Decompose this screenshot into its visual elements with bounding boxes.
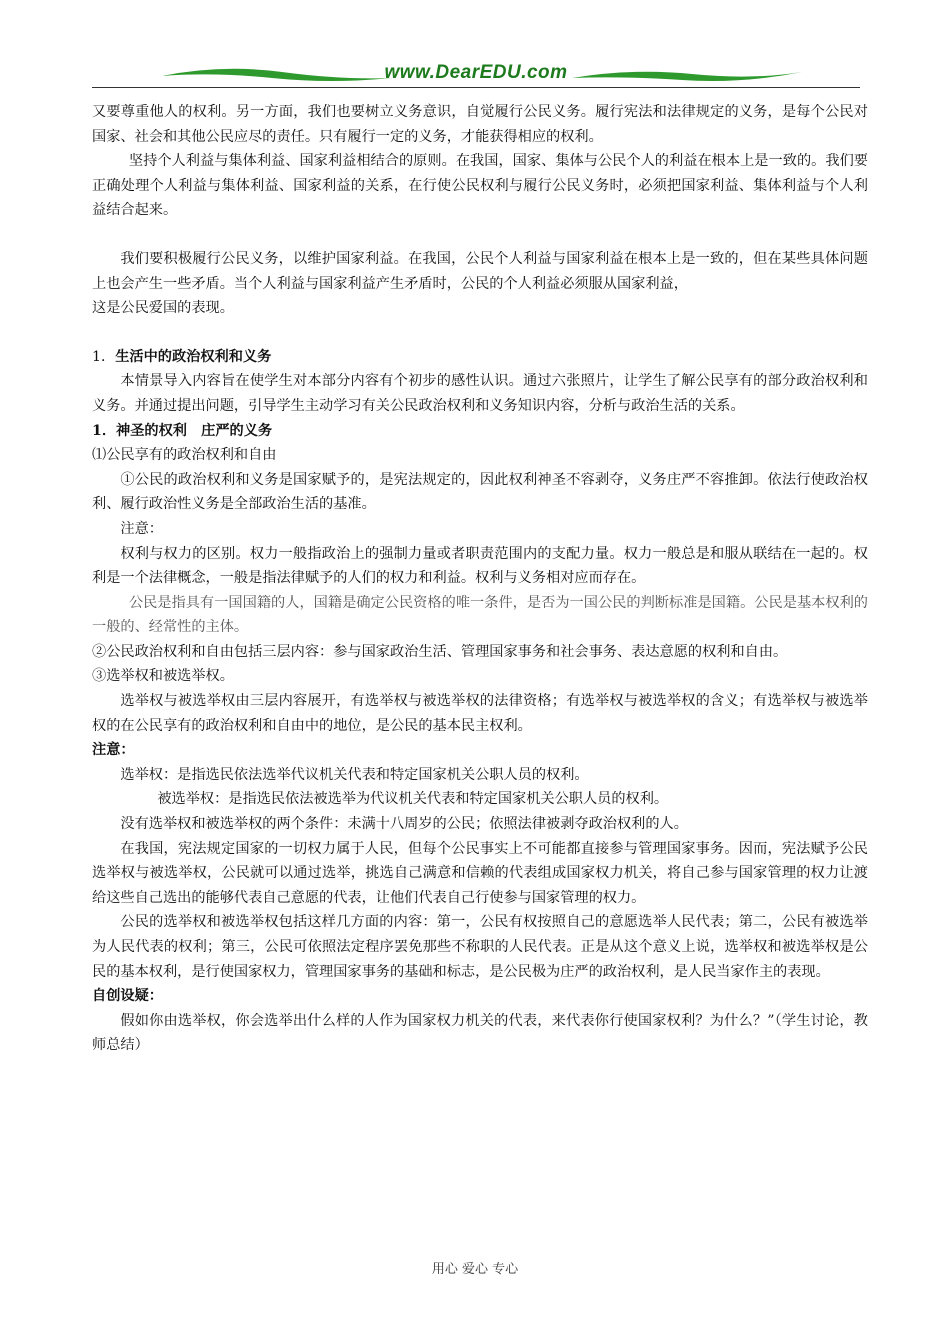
paragraph: 权利与权力的区别。权力一般指政治上的强制力量或者职责范围内的支配力量。权力一般总是和服从联结在一起的。权利是一个法律概念，一般是指法律赋予的人们的权力和利益。权利与义务相对应而存在。 — [92, 545, 868, 587]
paragraph: 公民是指具有一国国籍的人，国籍是确定公民资格的唯一条件，是否为一国公民的判断标准是国籍。公民是基本权利的一般的、经常性的主体。 — [92, 594, 868, 636]
note-label: 注意： — [120, 520, 163, 537]
paragraph: 坚持个人利益与集体利益、国家利益相结合的原则。在我国，国家、集体与公民个人的利益在根本上是一致的。我们要正确处理个人利益与集体利益、国家利益的关系，在行使公民权利与履行公民义务时，必须把国家利益、集体利益与个人利益结合起来。 — [92, 153, 868, 219]
section-heading — [92, 345, 868, 370]
paragraph: 没有选举权和被选举权的两个条件：未满十八周岁的公民；依照法律被剥夺政治权利的人。 — [120, 816, 688, 833]
paragraph: ②公民政治权利和自由包括三层内容：参与国家政治生活、管理国家事务和社会事务、表达意愿的权利和自由。 — [92, 643, 788, 660]
paragraph: 公民的选举权和被选举权包括这样几方面的内容：第一，公民有权按照自己的意愿选举人民代表；第二，公民有被选举为人民代表的权利；第三，公民可依照法定程序罢免那些不称职的人民代表。正是从这个意义上说，选举权和被选举权是公民的基本权利，是行使国家权力，管理国家事务的基础和标志，是公民极为庄严的政治权利，是人民当家作主的表现。 — [92, 914, 868, 980]
paragraph: 假如你由选举权，你会选举出什么样的人作为国家权力机关的代表，来代表你行使国家权利？为什么？”（学生讨论，教师总结） — [92, 1012, 868, 1054]
site-logo: www.DearEDU.com — [384, 62, 568, 83]
heading-text: 生活中的政治权利和义务 — [115, 348, 272, 365]
header-divider — [92, 87, 860, 88]
note-label: 注意： — [92, 742, 135, 759]
paragraph: 在我国，宪法规定国家的一切权力属于人民，但每个公民事实上不可能都直接参与管理国家事务。因而，宪法赋予公民选举权与被选举权，公民就可以通过选举，挑选自己满意和信赖的代表组成国家权力机关，将自己参与国家管理的权力让渡给这些自己选出的能够代表自己意愿的代表，让他们代表自己行使参与国家管理的权力。 — [92, 840, 868, 906]
section-heading: 自创设疑： — [92, 988, 163, 1005]
paragraph: ①公民的政治权利和义务是国家赋予的，是宪法规定的，因此权利神圣不容剥夺，义务庄严不容推卸。依法行使政治权利、履行政治性义务是全部政治生活的基准。 — [92, 471, 868, 513]
heading-number: 1． — [92, 348, 116, 365]
paragraph: 选举权与被选举权由三层内容展开，有选举权与被选举权的法律资格；有选举权与被选举权的含义；有选举权与被选举权的在公民享有的政治权利和自由中的地位，是公民的基本民主权利。 — [92, 693, 868, 734]
section-heading: 1．神圣的权利 庄严的义务 — [92, 422, 273, 439]
paragraph: 本情景导入内容旨在使学生对本部分内容有个初步的感性认识。通过六张照片，让学生了解公民享有的部分政治权利和义务。并通过提出问题，引导学生主动学习有关公民政治权利和义务知识内容，分析与政治生活的关系。 — [92, 373, 868, 414]
paragraph: 又要尊重他人的权利。另一方面，我们也要树立义务意识，自觉履行公民义务。履行宪法和法律规定的义务，是每个公民对国家、社会和其他公民应尽的责任。只有履行一定的义务，才能获得相应的权利。 — [92, 104, 868, 145]
paragraph: 我们要积极履行公民义务，以维护国家利益。在我国，公民个人利益与国家利益在根本上是一致的，但在某些具体问题上也会产生一些矛盾。当个人利益与国家利益产生矛盾时，公民的个人利益必须服从国家利益， — [92, 250, 868, 292]
paragraph: ③选举权和被选举权。 — [92, 668, 234, 685]
paragraph: 被选举权：是指选民依法被选举为代议机关代表和特定国家机关公职人员的权利。 — [157, 791, 669, 808]
page-footer: 用心 爱心 专心 — [431, 1262, 519, 1277]
page-header — [92, 56, 860, 92]
paragraph: 选举权：是指选民依法选举代议机关代表和特定国家机关公职人员的权利。 — [120, 766, 589, 783]
subsection-heading: ⑴公民享有的政治权利和自由 — [92, 447, 277, 464]
document-body — [92, 100, 868, 1058]
paragraph: 这是公民爱国的表现。 — [92, 300, 234, 317]
